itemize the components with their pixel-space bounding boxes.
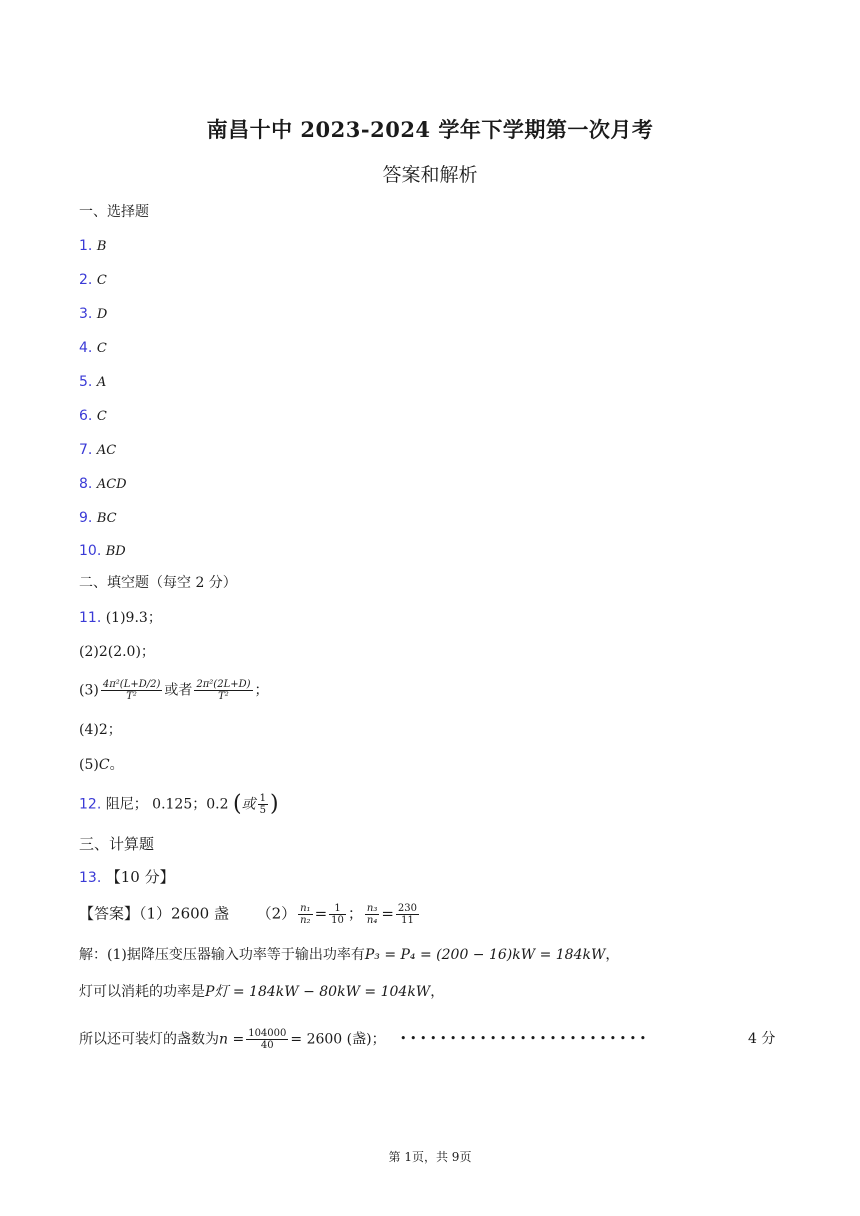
mc-answer-4 bbox=[79, 338, 107, 359]
fraction-numerator: 2π²(2L+D) bbox=[196, 679, 251, 690]
question-number: 4. bbox=[79, 340, 93, 356]
fraction-numerator: n₃ bbox=[366, 903, 378, 914]
q12-answer: 12. 阻尼； 0.125；0.2 (或 $\frac{1}{5}$ ) bbox=[79, 791, 279, 817]
question-number: 11. bbox=[79, 610, 102, 626]
solution-formula: P₃ = P₄ = (200 − 16)kW = 184kW bbox=[364, 947, 606, 963]
answer-text: (1)9.3； bbox=[105, 610, 162, 626]
mc-answer-10 bbox=[79, 541, 126, 562]
section-heading-calc: 三、计算题 bbox=[79, 835, 155, 853]
q11-part5 bbox=[79, 755, 124, 775]
punctuation: 。 bbox=[109, 757, 124, 773]
fraction-denominator: 10 bbox=[331, 915, 344, 926]
answer-value: D bbox=[96, 307, 108, 322]
ratio-value-1 bbox=[329, 903, 346, 926]
fraction-numerator: 230 bbox=[397, 903, 418, 914]
ratio-value-2 bbox=[396, 903, 419, 926]
score-label: 【10 分】 bbox=[105, 868, 175, 886]
question-number: 9. bbox=[79, 510, 93, 526]
page-footer: 第 1页，共 9页 bbox=[388, 1150, 472, 1164]
mc-answer-8 bbox=[79, 474, 127, 495]
question-number: 7. bbox=[79, 442, 93, 458]
fraction-denominator: n₄ bbox=[366, 915, 378, 926]
mc-answer-7 bbox=[79, 440, 116, 461]
fraction-numerator: 1 bbox=[259, 793, 266, 804]
mc-answer-3 bbox=[79, 304, 107, 325]
fraction-denominator: T² bbox=[126, 691, 137, 702]
answer-value: AC bbox=[96, 443, 117, 458]
answer-value: C bbox=[96, 341, 107, 356]
section-heading-choice: 一、选择题 bbox=[79, 204, 149, 220]
punctuation: ； bbox=[254, 682, 269, 699]
q11-part1 bbox=[79, 608, 162, 628]
mc-answer-6 bbox=[79, 406, 107, 427]
page-subtitle: 答案和解析 bbox=[382, 164, 478, 186]
answer-part2-label: （2） bbox=[256, 904, 297, 923]
page-title: 南昌十中 2023-2024 学年下学期第一次月考 bbox=[206, 117, 654, 142]
fraction-denominator: 11 bbox=[401, 915, 414, 926]
answer-value: B bbox=[96, 239, 107, 254]
question-number: 8. bbox=[79, 476, 93, 492]
fraction-denominator: n₂ bbox=[300, 915, 311, 926]
punctuation: ， bbox=[430, 984, 445, 1000]
q13-answer bbox=[79, 903, 421, 926]
solution-fraction bbox=[246, 1028, 288, 1051]
solution-text: 灯可以消耗的功率是 bbox=[79, 984, 205, 1000]
solution-text: 解：(1)据降压变压器输入功率等于输出功率有 bbox=[79, 947, 365, 963]
formula-fraction-1 bbox=[101, 679, 163, 702]
answer-value: BC bbox=[96, 511, 117, 526]
equals-sign: = bbox=[381, 904, 394, 923]
solution-variable: n = bbox=[219, 1031, 245, 1048]
section-heading-fill: 二、填空题（每空 2 分） bbox=[79, 575, 237, 591]
score-dots: • • • • • • • • • • • • • • • • • • • • • • • • • bbox=[400, 1032, 647, 1045]
alt-label: 或 bbox=[241, 796, 256, 813]
answer-part1: 【答案】（1）2600 盏 bbox=[79, 904, 229, 923]
question-number: 1. bbox=[79, 238, 93, 254]
answer-value: ACD bbox=[96, 477, 127, 492]
question-number: 10. bbox=[79, 543, 102, 559]
question-number: 2. bbox=[79, 272, 93, 288]
q11-part4: (4)2； bbox=[79, 722, 122, 738]
q13-solution-line1 bbox=[79, 945, 619, 965]
equals-sign: = bbox=[314, 904, 328, 923]
answer-value: C bbox=[96, 273, 107, 288]
part-label: (5) bbox=[79, 757, 99, 773]
separator: ； bbox=[347, 904, 363, 923]
fraction-numerator: 104000 bbox=[248, 1028, 287, 1039]
q13-solution-line3 bbox=[79, 1028, 386, 1051]
answer-variable: C bbox=[98, 757, 110, 773]
ratio-fraction-2 bbox=[365, 903, 379, 926]
fraction-denominator: T² bbox=[218, 691, 229, 702]
q13-heading bbox=[79, 867, 175, 888]
q11-part2: (2)2(2.0)； bbox=[79, 644, 155, 660]
q11-part3 bbox=[79, 679, 269, 702]
part-label: (3) bbox=[79, 682, 99, 699]
answer-value: BD bbox=[105, 544, 126, 559]
q13-solution-line2 bbox=[79, 982, 444, 1002]
question-number: 3. bbox=[79, 306, 93, 322]
fraction-denominator: 5 bbox=[259, 805, 266, 816]
score-value: 4 分 bbox=[748, 1031, 776, 1047]
solution-result: = 2600 (盏)； bbox=[290, 1031, 386, 1048]
fraction-numerator: 1 bbox=[329, 903, 346, 915]
question-number: 13. bbox=[79, 870, 102, 886]
question-number: 12. bbox=[79, 796, 102, 813]
answer-value: C bbox=[96, 409, 107, 424]
mc-answer-9 bbox=[79, 508, 117, 529]
fraction-numerator: 4π²(L+D/2) bbox=[102, 679, 161, 690]
connector-text: 或者 bbox=[164, 682, 193, 699]
question-number: 6. bbox=[79, 408, 93, 424]
ratio-fraction-1 bbox=[298, 903, 312, 926]
solution-text: 所以还可装灯的盏数为 bbox=[79, 1031, 219, 1048]
punctuation: ， bbox=[605, 947, 620, 963]
answer-value: A bbox=[96, 375, 107, 390]
formula-fraction-2 bbox=[194, 679, 252, 702]
fraction-numerator: n₁ bbox=[300, 903, 311, 914]
alt-fraction bbox=[258, 793, 268, 816]
mc-answer-1 bbox=[79, 236, 106, 257]
mc-answer-5 bbox=[79, 372, 106, 393]
answer-text: 阻尼； 0.125；0.2 bbox=[105, 796, 229, 813]
mc-answer-2 bbox=[79, 270, 107, 291]
fraction-denominator: 40 bbox=[260, 1040, 274, 1051]
question-number: 5. bbox=[79, 374, 93, 390]
solution-formula: P灯 = 184kW − 80kW = 104kW bbox=[205, 984, 431, 1000]
